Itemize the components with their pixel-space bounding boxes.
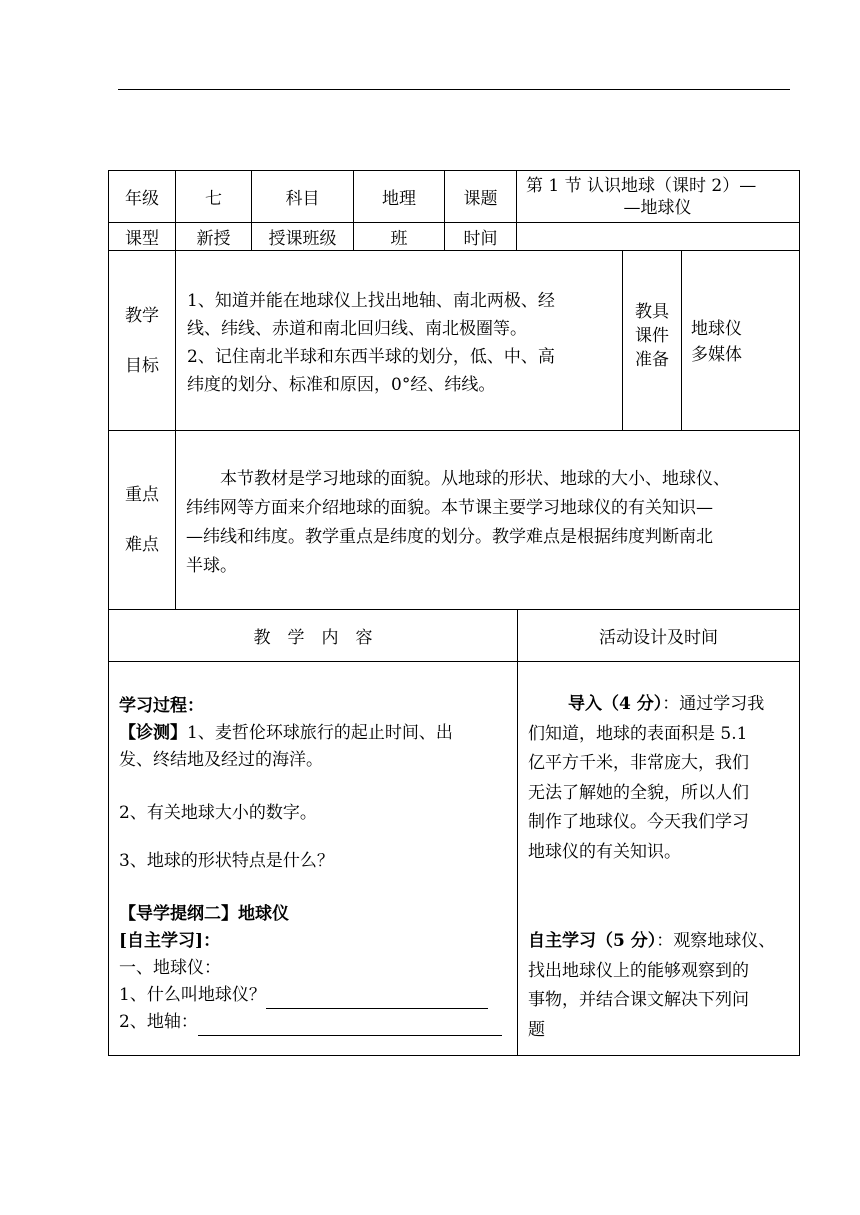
subject-label: 科目	[251, 170, 354, 223]
intro-heading: 导入（4 分）	[568, 694, 663, 714]
type-label: 课型	[108, 222, 176, 251]
grade-label: 年级	[108, 170, 176, 223]
grade-value: 七	[175, 170, 252, 223]
header-rule	[118, 89, 790, 90]
time-label: 时间	[444, 222, 517, 251]
activity-design: 导入（4 分）：通过学习我 们知道，地球的表面积是 5.1 亿平方千米，非常庞大，我们 无法了解她的全貌，所以人们 制作了地球仪。今天我们学习 地球仪的有关知识。 自主学习（5 分）：观察地球仪、 找出地球仪上的能够观察到的 事物，并结合课文解决下列问 题	[517, 661, 800, 1056]
content-column-header: 教 学 内 容	[108, 609, 518, 662]
objectives-label: 教学 目标	[108, 250, 176, 431]
topic-value: 第 1 节 认识地球（课时 2）— —地球仪	[516, 170, 800, 223]
diag-tag: 【诊测】	[119, 723, 187, 743]
objectives-text: 1、知道并能在地球仪上找出地轴、南北两极、经 线、纬线、赤道和南北回归线、南北极圈等。 2、记住南北半球和东西半球的划分，低、中、高 纬度的划分、标准和原因，0°经、纬线。	[175, 250, 623, 431]
guide-title: 【导学提纲二】地球仪	[119, 904, 289, 924]
time-value	[516, 222, 800, 251]
teaching-content: 学习过程： 【诊测】1、麦哲伦环球旅行的起止时间、出 发、终结地及经过的海洋。 2、有关地球大小的数字。 3、地球的形状特点是什么？ 【导学提纲二】地球仪 [自主学习]： 一、地球仪： 1、什么叫地球仪？ 2、地轴：	[108, 661, 518, 1056]
key-points-label: 重点 难点	[108, 430, 176, 610]
prep-label: 教具 课件 准备	[622, 250, 682, 431]
key-points-text: 本节教材是学习地球的面貌。从地球的形状、地球的大小、地球仪、 纬纬网等方面来介绍地球的面貌。本节课主要学习地球仪的有关知识— —纬线和纬度。教学重点是纬度的划分。教学难点是根据纬度判断南北 半球。	[175, 430, 800, 610]
topic-label: 课题	[444, 170, 517, 223]
activity-column-header: 活动设计及时间	[517, 609, 800, 662]
answer-blank-1[interactable]	[266, 990, 488, 1009]
prep-items: 地球仪 多媒体	[681, 250, 800, 431]
subject-value: 地理	[353, 170, 445, 223]
type-value: 新授	[175, 222, 252, 251]
class-label: 授课班级	[251, 222, 354, 251]
process-title: 学习过程：	[119, 696, 204, 716]
self-study-heading: [自主学习]：	[119, 931, 221, 951]
class-value: 班	[353, 222, 445, 251]
answer-blank-2[interactable]	[198, 1017, 502, 1036]
self-study-activity-heading: 自主学习（5 分）	[528, 931, 657, 951]
